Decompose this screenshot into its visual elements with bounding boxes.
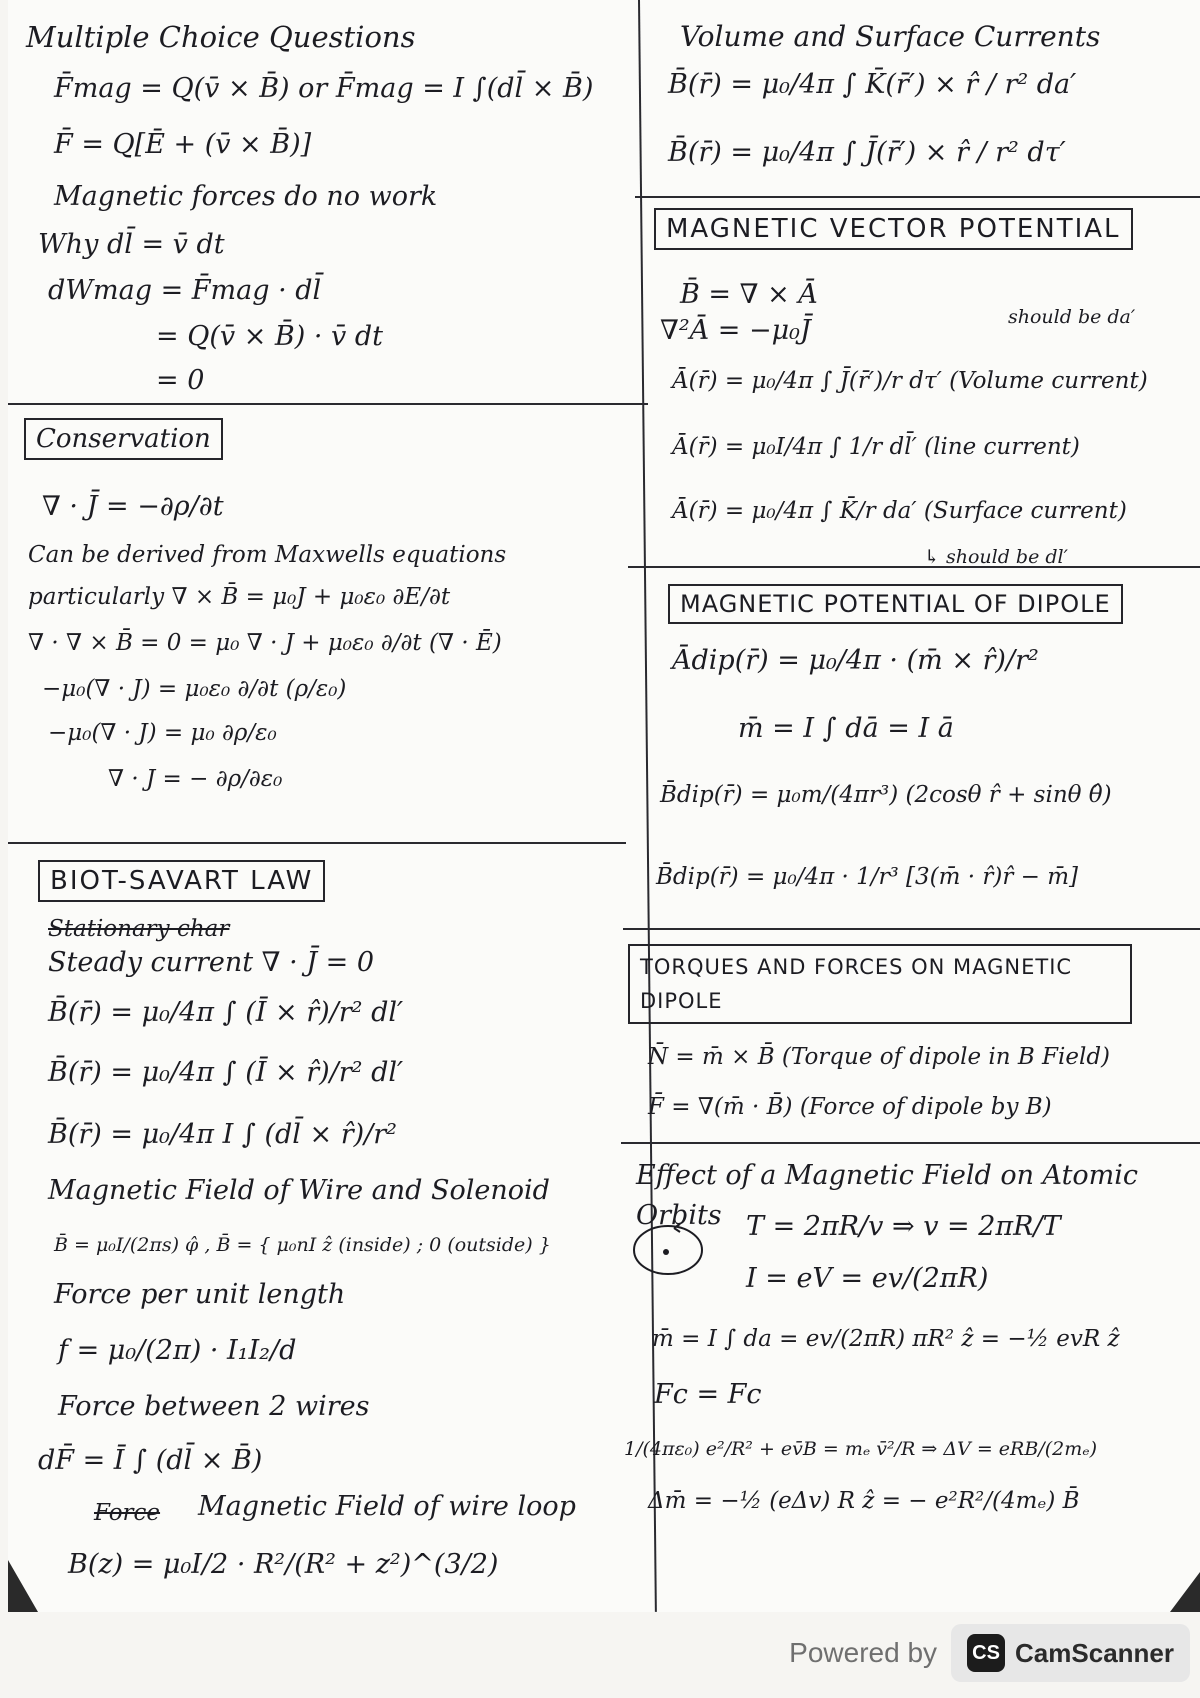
divider-right-4 — [621, 1142, 1200, 1144]
biot-line: Magnetic Field of wire loop — [198, 1491, 576, 1522]
volume-title: Volume and Surface Currents — [680, 20, 1101, 53]
scan-corner-right — [1170, 1572, 1200, 1612]
biot-line: Steady current ∇ · J̄ = 0 — [48, 947, 375, 978]
atomic-line: Fc = Fc — [654, 1379, 762, 1410]
struck-force: Force — [94, 1500, 161, 1526]
conservation-line: ∇ · J̄ = −∂ρ/∂t — [42, 491, 224, 522]
biot-line: B̄ = μ₀I/(2πs) φ̂ , B̄ = { μ₀nI ẑ (inside) ; 0 (outside) } — [54, 1234, 551, 1256]
conservation-title: Conservation — [24, 418, 223, 460]
dipole-line: B̄dip(r̄) = μ₀/4π · 1/r³ [3(m̄ · r̂)r̂ − m̄] — [656, 864, 1079, 890]
dipole-title: MAGNETIC POTENTIAL OF DIPOLE — [668, 584, 1123, 624]
vector-potential-line: Ā(r̄) = μ₀/4π ∫ J̄(r̄′)/r dτ′ (Volume current) — [672, 368, 1148, 394]
volume-line: B̄(r̄) = μ₀/4π ∫ K̄(r̄′) × r̂ / r² da′ — [668, 69, 1077, 100]
torques-line: N̄ = m̄ × B̄ (Torque of dipole in B Field) — [648, 1044, 1111, 1070]
scan-corner-left — [8, 1560, 38, 1612]
vector-potential-line: B̄ = ∇ × Ā — [680, 279, 818, 310]
margin-note: should be da′ — [1008, 306, 1136, 328]
biot-line: B(z) = μ₀I/2 · R²/(R² + z²)^(3/2) — [68, 1549, 499, 1580]
vector-potential-line: ∇²Ā = −μ₀J̄ — [660, 315, 811, 346]
conservation-line: −μ₀(∇ · J) = μ₀ ∂ρ/ε₀ — [48, 720, 277, 746]
atomic-line: 1/(4πε₀) e²/R² + ev̄B = mₑ v̄²/R ⇒ ΔV = eRB/(2mₑ) — [624, 1438, 1097, 1460]
dipole-line: m̄ = I ∫ dā = I ā — [738, 713, 954, 744]
atomic-line: I = eV = ev/(2πR) — [746, 1263, 989, 1294]
conservation-line: Can be derived from Maxwells equations — [28, 542, 507, 568]
conservation-line: ∇ · J = − ∂ρ/∂ε₀ — [108, 766, 283, 792]
mcq-title: Multiple Choice Questions — [26, 20, 416, 54]
notes-sheet — [8, 0, 1200, 1612]
biot-line: dF̄ = Ī ∫ (dl̄ × B̄) — [38, 1445, 263, 1476]
margin-note: ↳ should be dl′ — [924, 546, 1068, 568]
mcq-line: dWmag = F̄mag · dl̄ — [48, 275, 322, 306]
biot-savart-title: BIOT-SAVART LAW — [38, 860, 325, 902]
vector-potential-title: MAGNETIC VECTOR POTENTIAL — [654, 208, 1133, 250]
divider-right-3 — [623, 928, 1200, 930]
mcq-line: = Q(v̄ × B̄) · v̄ dt — [156, 321, 384, 352]
torques-title: TORQUES AND FORCES ON MAGNETIC DIPOLE — [628, 944, 1132, 1024]
biot-line: f = μ₀/(2π) · I₁I₂/d — [58, 1335, 297, 1366]
mcq-line: F̄mag = Q(v̄ × B̄) or F̄mag = I ∫(dl̄ × B̄) — [54, 73, 594, 104]
atomic-line: Δm̄ = −½ (eΔv) R ẑ = − e²R²/(4mₑ) B̄ — [648, 1488, 1080, 1514]
conservation-line: ∇ · ∇ × B̄ = 0 = μ₀ ∇ · J + μ₀ε₀ ∂/∂t (∇ · Ē) — [28, 630, 502, 656]
mcq-line: Magnetic forces do no work — [54, 181, 438, 212]
camscanner-watermark — [789, 1620, 1190, 1686]
divider-left-1 — [8, 403, 648, 405]
camscanner-badge — [951, 1624, 1190, 1682]
torques-line: F̄ = ∇(m̄ · B̄) (Force of dipole by B) — [648, 1094, 1052, 1120]
mcq-line: Why dl̄ = v̄ dt — [38, 229, 225, 260]
conservation-line: particularly ∇ × B̄ = μ₀J + μ₀ε₀ ∂E/∂t — [28, 584, 451, 610]
atomic-line: m̄ = I ∫ da = ev/(2πR) πR² ẑ = −½ evR ẑ — [652, 1326, 1120, 1352]
dipole-line: B̄dip(r̄) = μ₀m/(4πr³) (2cosθ r̂ + sinθ θ̂) — [660, 782, 1112, 808]
conservation-line: −μ₀(∇ · J) = μ₀ε₀ ∂/∂t (ρ/ε₀) — [42, 676, 347, 702]
volume-line: B̄(r̄) = μ₀/4π ∫ J̄(r̄′) × r̂ / r² dτ′ — [668, 137, 1066, 168]
biot-line: Force per unit length — [54, 1279, 346, 1310]
biot-line: Force between 2 wires — [58, 1391, 370, 1422]
powered-by-label: Powered by — [789, 1637, 938, 1668]
divider-right-2 — [628, 566, 1200, 568]
camscanner-logo-icon: CS — [967, 1634, 1005, 1672]
divider-right-1 — [635, 196, 1200, 198]
vector-potential-line: Ā(r̄) = μ₀/4π ∫ K̄/r da′ (Surface current) — [672, 498, 1127, 524]
biot-line: B̄(r̄) = μ₀/4π ∫ (Ī × r̂)/r² dl′ — [48, 997, 404, 1028]
mcq-line: = 0 — [156, 365, 205, 396]
divider-left-2 — [8, 842, 626, 844]
camscanner-brand: CamScanner — [1015, 1637, 1174, 1668]
biot-line: B̄(r̄) = μ₀/4π I ∫ (dl̄ × r̂)/r² — [48, 1119, 397, 1150]
biot-line: Magnetic Field of Wire and Solenoid — [48, 1175, 550, 1206]
dipole-line: Ādip(r̄) = μ₀/4π · (m̄ × r̂)/r² — [672, 645, 1039, 676]
struck-text: Stationary char — [48, 916, 230, 942]
vector-potential-line: Ā(r̄) = μ₀I/4π ∫ 1/r dl̄′ (line current) — [672, 434, 1080, 460]
atomic-line: T = 2πR/v ⇒ v = 2πR/T — [746, 1211, 1061, 1242]
mcq-line: F̄ = Q[Ē + (v̄ × B̄)] — [54, 129, 312, 160]
biot-line: B̄(r̄) = μ₀/4π ∫ (Ī × r̂)/r² dl′ — [48, 1057, 404, 1088]
atomic-title: Effect of a Magnetic Field on Atomic Orbits — [636, 1160, 1139, 1231]
orbit-diagram — [630, 1218, 710, 1278]
